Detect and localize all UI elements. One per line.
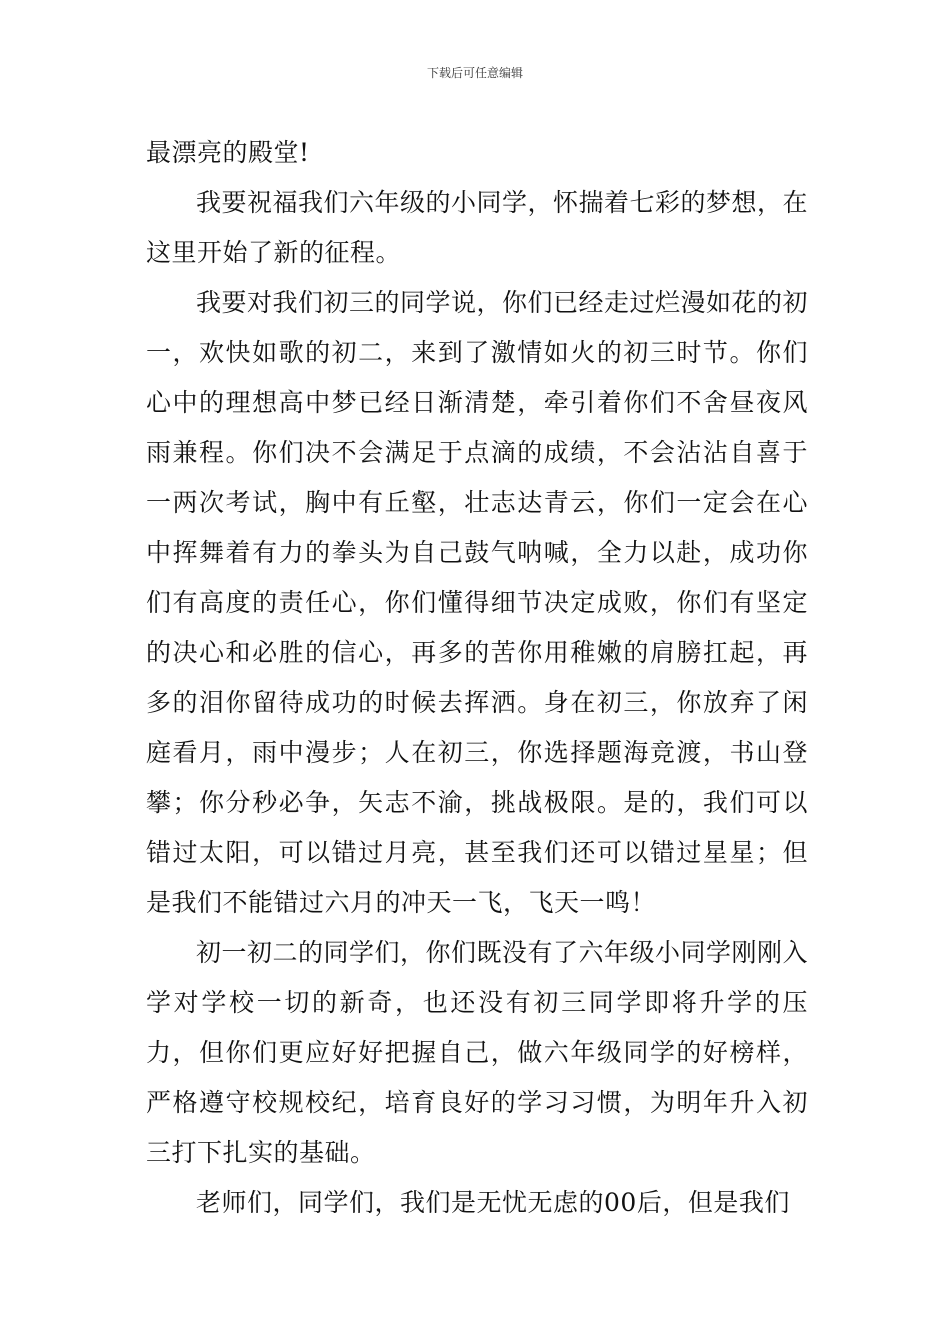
paragraph-4: 初一初二的同学们，你们既没有了六年级小同学刚刚入学对学校一切的新奇，也还没有初三同学即将升学的压力，但你们更应好好把握自己，做六年级同学的好榜样，严格遵守校规校纪，培育良好的学习习惯，为明年升入初三打下扎实的基础。	[146, 938, 809, 1167]
paragraph-2: 我要祝福我们六年级的小同学，怀揣着七彩的梦想，在这里开始了新的征程。	[146, 188, 809, 267]
document-body	[146, 128, 808, 1228]
paragraph-5: 老师们，同学们，我们是无忧无虑的00后，但是我们	[196, 1188, 790, 1217]
paragraph-3: 我要对我们初三的同学说，你们已经走过烂漫如花的初一，欢快如歌的初二，来到了激情如火的初三时节。你们心中的理想高中梦已经日渐清楚，牵引着你们不舍昼夜风雨兼程。你们决不会满足于点滴的成绩，不会沾沾自喜于一两次考试，胸中有丘壑，壮志达青云，你们一定会在心中挥舞着有力的拳头为自己鼓气呐喊，全力以赴，成功你们有高度的责任心，你们懂得细节决定成败，你们有坚定的决心和必胜的信心，再多的苦你用稚嫩的肩膀扛起，再多的泪你留待成功的时候去挥洒。身在初三，你放弃了闲庭看月，雨中漫步；人在初三，你选择题海竞渡，书山登攀；你分秒必争，矢志不渝，挑战极限。是的，我们可以错过太阳，可以错过月亮，甚至我们还可以错过星星；但是我们不能错过六月的冲天一飞，飞天一鸣！	[146, 288, 809, 917]
paragraph-1: 最漂亮的殿堂!	[146, 138, 310, 167]
header-note: 下载后可任意编辑	[426, 66, 523, 80]
